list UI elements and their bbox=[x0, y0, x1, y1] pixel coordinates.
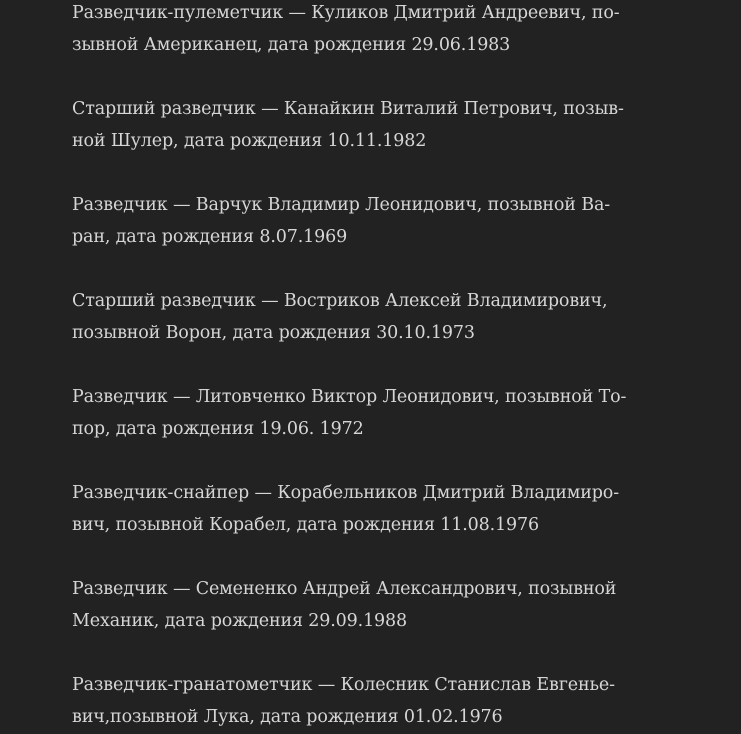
entry-line: Разведчик-гранатометчик — Колесник Станислав Евгенье- bbox=[72, 675, 615, 695]
entry-line: Старший разведчик — Канайкин Виталий Петрович, позыв- bbox=[72, 99, 624, 119]
entry-line: Разведчик-пулеметчик — Куликов Дмитрий Андреевич, по- bbox=[72, 3, 620, 23]
entry-line: Старший разведчик — Востриков Алексей Владимирович, bbox=[72, 291, 608, 311]
entry-line: вич, позывной Корабел, дата рождения 11.08.1976 bbox=[72, 515, 539, 535]
entry-line: Разведчик-снайпер — Корабельников Дмитрий Владимиро- bbox=[72, 483, 619, 503]
personnel-entry bbox=[72, 573, 732, 637]
entry-line: зывной Американец, дата рождения 29.06.1983 bbox=[72, 35, 511, 55]
entry-line: Разведчик — Литовченко Виктор Леонидович, позывной То- bbox=[72, 387, 627, 407]
personnel-entry bbox=[72, 285, 732, 349]
entry-line: ран, дата рождения 8.07.1969 bbox=[72, 227, 348, 247]
entry-line: Разведчик — Варчук Владимир Леонидович, позывной Ва- bbox=[72, 195, 610, 215]
entry-line: вич,позывной Лука, дата рождения 01.02.1976 bbox=[72, 707, 503, 727]
entry-line: Разведчик — Семененко Андрей Александрович, позывной bbox=[72, 579, 617, 599]
personnel-entry bbox=[72, 477, 732, 541]
personnel-entry bbox=[72, 0, 732, 61]
entry-line: позывной Ворон, дата рождения 30.10.1973 bbox=[72, 323, 475, 343]
personnel-entry bbox=[72, 93, 732, 157]
personnel-entry bbox=[72, 381, 732, 445]
entry-line: пор, дата рождения 19.06. 1972 bbox=[72, 419, 364, 439]
personnel-entry bbox=[72, 669, 732, 733]
entry-line: Механик, дата рождения 29.09.1988 bbox=[72, 611, 408, 631]
entry-line: ной Шулер, дата рождения 10.11.1982 bbox=[72, 131, 427, 151]
personnel-entry bbox=[72, 189, 732, 253]
